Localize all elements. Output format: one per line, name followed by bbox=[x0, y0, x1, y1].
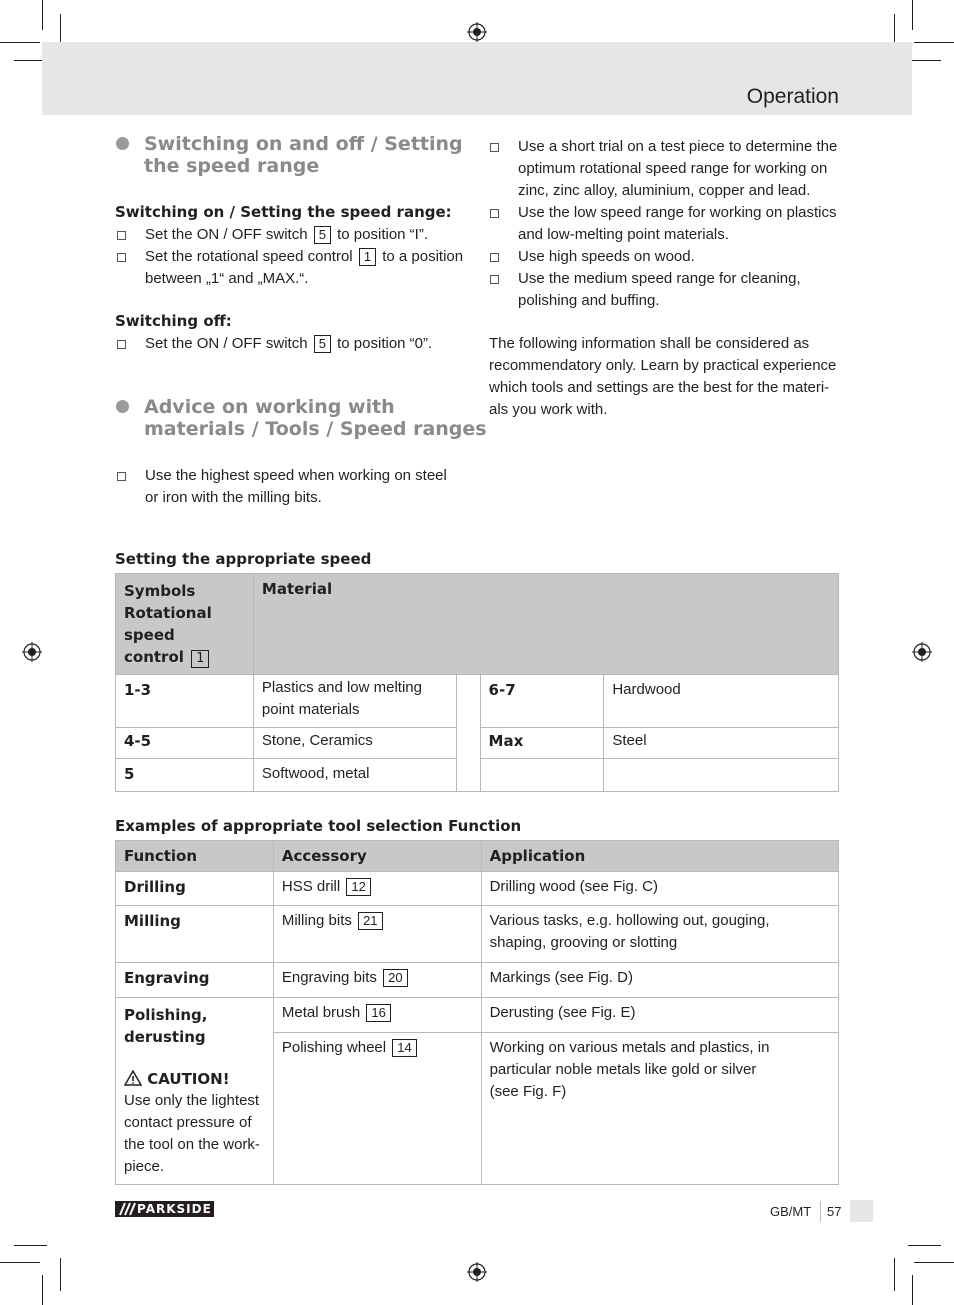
footer-divider bbox=[820, 1201, 821, 1222]
table-cell bbox=[480, 759, 604, 792]
locale-label: GB/MT bbox=[770, 1204, 812, 1219]
table-cell: 6-7 bbox=[480, 675, 604, 728]
crop-mark bbox=[894, 1258, 895, 1291]
table-cell: 1-3 bbox=[116, 675, 254, 728]
registration-mark-icon bbox=[467, 1262, 487, 1282]
table-cell: Polishing wheel 14 bbox=[273, 1032, 481, 1184]
part-ref: 16 bbox=[366, 1004, 390, 1022]
part-ref: 12 bbox=[346, 878, 370, 896]
checkbox-bullet-icon bbox=[490, 253, 499, 262]
table-cell: Stone, Ceramics bbox=[253, 728, 456, 759]
tool-table bbox=[115, 840, 839, 1185]
page-number: 57 bbox=[827, 1204, 842, 1219]
table-cell: HSS drill 12 bbox=[273, 872, 481, 906]
crop-mark bbox=[912, 1275, 913, 1305]
logo-slashes-icon bbox=[118, 1201, 138, 1217]
table-cell: Engraving bits 20 bbox=[273, 963, 481, 998]
table-cell: 5 bbox=[116, 759, 254, 792]
section-bullet-icon bbox=[116, 137, 129, 150]
part-ref: 1 bbox=[191, 650, 209, 668]
table-cell: 4-5 bbox=[116, 728, 254, 759]
part-ref: 20 bbox=[383, 969, 407, 987]
list-item: Use high speeds on wood. bbox=[490, 246, 840, 268]
crop-mark bbox=[908, 1245, 941, 1246]
table-cell: Milling bbox=[116, 906, 274, 963]
brand-logo: PARKSIDE bbox=[115, 1201, 214, 1217]
table-cell: Drilling wood (see Fig. C) bbox=[481, 872, 838, 906]
list-item: Use a short trial on a test piece to determine the optimum rotational speed range for working on zinc, zinc alloy, aluminium, copper and lead. bbox=[490, 136, 840, 202]
column-header-accessory: Accessory bbox=[273, 841, 481, 872]
table-cell: Max bbox=[480, 728, 604, 759]
list-item: Use the highest speed when working on steel or iron with the milling bits. bbox=[117, 465, 467, 509]
crop-mark bbox=[0, 42, 40, 43]
part-ref: 5 bbox=[314, 226, 331, 244]
section-heading-advice: Advice on working with materials / Tools / Speed ranges bbox=[144, 396, 487, 440]
registration-mark-icon bbox=[467, 22, 487, 42]
crop-mark bbox=[912, 0, 913, 30]
subheading-switching-off: Switching off: bbox=[115, 312, 232, 330]
list-item: Use the low speed range for working on plastics and low-melting point materials. bbox=[490, 202, 840, 246]
section-bullet-icon bbox=[116, 400, 129, 413]
checkbox-bullet-icon bbox=[117, 231, 126, 240]
table-cell: Milling bits 21 bbox=[273, 906, 481, 963]
table-cell: Engraving bbox=[116, 963, 274, 998]
subheading-switching-on: Switching on / Setting the speed range: bbox=[115, 203, 452, 221]
page-title: Operation bbox=[746, 85, 839, 108]
crop-mark bbox=[60, 1258, 61, 1291]
part-ref: 14 bbox=[392, 1039, 416, 1057]
registration-mark-icon bbox=[22, 642, 42, 662]
table-cell bbox=[604, 759, 839, 792]
table-cell-polishing: Polishing, derusting CAUTION! Use only the lightest contact pressure of the tool on the work- piece. bbox=[116, 998, 274, 1185]
speed-table bbox=[115, 573, 839, 792]
table-cell: Derusting (see Fig. E) bbox=[481, 998, 838, 1033]
registration-mark-icon bbox=[912, 642, 932, 662]
crop-mark bbox=[914, 42, 954, 43]
crop-mark bbox=[0, 1262, 40, 1263]
crop-mark bbox=[14, 1245, 47, 1246]
column-header-function: Function bbox=[116, 841, 274, 872]
section-heading-switching: Switching on and off / Setting the speed range bbox=[144, 133, 463, 177]
advisory-paragraph: The following information shall be considered as recommendatory only. Learn by practical experience which tools and settings are the best for the materi- als you work with. bbox=[489, 335, 837, 418]
table-cell: Working on various metals and plastics, in particular noble metals like gold or silver (see Fig. F) bbox=[481, 1032, 838, 1184]
crop-mark bbox=[914, 1262, 954, 1263]
checkbox-bullet-icon bbox=[490, 209, 499, 218]
list-item: Set the ON / OFF switch 5 to position “I”. bbox=[117, 224, 467, 246]
checkbox-bullet-icon bbox=[117, 253, 126, 262]
table-caption-speed: Setting the appropriate speed bbox=[115, 550, 372, 568]
list-item: Set the rotational speed control 1 to a position between „1“ and „MAX.“. bbox=[117, 246, 467, 290]
crop-mark bbox=[42, 1275, 43, 1305]
table-cell: Hardwood bbox=[604, 675, 839, 728]
part-ref: 21 bbox=[358, 912, 382, 930]
table-cell: Metal brush 16 bbox=[273, 998, 481, 1033]
part-ref: 5 bbox=[314, 335, 331, 353]
table-cell: Drilling bbox=[116, 872, 274, 906]
part-ref: 1 bbox=[359, 248, 376, 266]
caution-text: Use only the lightest contact pressure of the tool on the work- piece. bbox=[124, 1092, 260, 1175]
column-header-material: Material bbox=[253, 574, 838, 675]
column-header-application: Application bbox=[481, 841, 838, 872]
table-cell: Steel bbox=[604, 728, 839, 759]
crop-mark bbox=[42, 0, 43, 30]
table-cell: Plastics and low melting point materials bbox=[253, 675, 456, 728]
list-item: Set the ON / OFF switch 5 to position “0”. bbox=[117, 333, 467, 355]
checkbox-bullet-icon bbox=[117, 472, 126, 481]
table-spacer bbox=[456, 675, 480, 792]
table-cell: Markings (see Fig. D) bbox=[481, 963, 838, 998]
checkbox-bullet-icon bbox=[117, 340, 126, 349]
footer-tab bbox=[850, 1200, 873, 1222]
table-cell: Softwood, metal bbox=[253, 759, 456, 792]
warning-icon bbox=[124, 1070, 142, 1086]
table-caption-tools: Examples of appropriate tool selection Function bbox=[115, 817, 522, 835]
checkbox-bullet-icon bbox=[490, 275, 499, 284]
checkbox-bullet-icon bbox=[490, 143, 499, 152]
table-cell: Various tasks, e.g. hollowing out, gouging, shaping, grooving or slotting bbox=[481, 906, 838, 963]
column-header-symbols: Symbols Rotational speed control 1 bbox=[116, 574, 254, 675]
list-item: Use the medium speed range for cleaning, polishing and buffing. bbox=[490, 268, 840, 312]
crop-mark bbox=[908, 60, 941, 61]
